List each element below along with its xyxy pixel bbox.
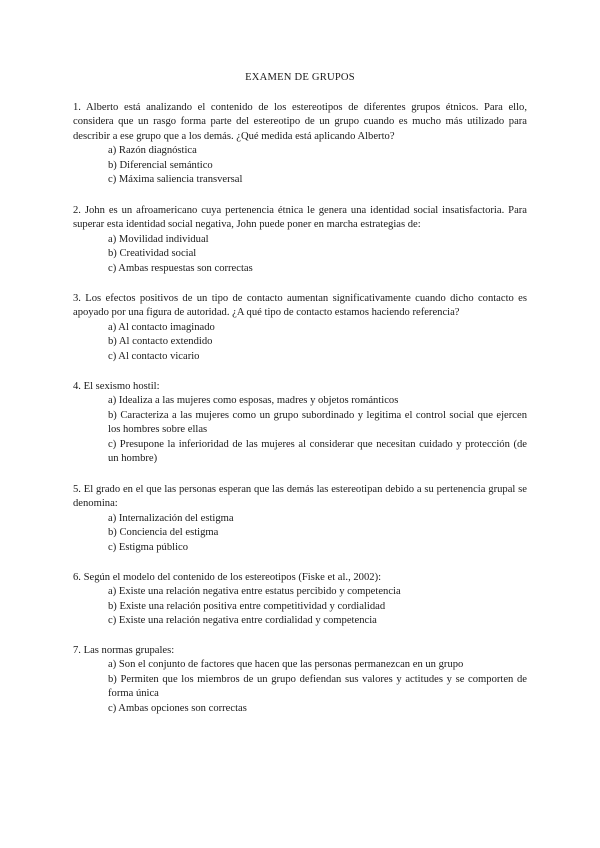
answer-option: a) Son el conjunto de factores que hacen que las personas permanezcan en un grupo (108, 659, 464, 671)
answer-option: a) Existe una relación negativa entre estatus percibido y competencia (108, 586, 401, 598)
answer-option: b) Permiten que los miembros de un grupo defiendan sus valores y actitudes y se comporten de forma única (108, 673, 527, 700)
question-7 (73, 644, 527, 716)
question-2 (73, 204, 527, 276)
question-4 (73, 380, 527, 466)
answer-option: c) Máxima saliencia transversal (108, 174, 243, 186)
answer-option: c) Ambas opciones son correctas (108, 702, 247, 714)
answer-option: a) Razón diagnóstica (108, 145, 197, 157)
question-stem: 6. Según el modelo del contenido de los estereotipos (Fiske et al., 2002): (73, 572, 382, 583)
question-stem: 5. El grado en el que las personas esperan que las demás las estereotipan debido a su pertenencia grupal se denomina: (73, 484, 527, 510)
answer-option: c) Ambas respuestas son correctas (108, 262, 253, 274)
question-1 (73, 101, 527, 187)
answer-option: a) Internalización del estigma (108, 512, 234, 524)
answer-option: a) Idealiza a las mujeres como esposas, madres y objetos románticos (108, 395, 399, 407)
question-stem: 4. El sexismo hostil: (73, 381, 160, 392)
answer-option: b) Existe una relación positiva entre competitividad y cordialidad (108, 600, 386, 612)
answer-option: a) Al contacto imaginado (108, 321, 215, 333)
answer-option: b) Conciencia del estigma (108, 527, 219, 539)
question-5 (73, 483, 527, 555)
question-stem: 7. Las normas grupales: (73, 645, 175, 656)
answer-option: c) Al contacto vicario (108, 350, 200, 362)
answer-option: b) Al contacto extendido (108, 336, 213, 348)
answer-option: a) Movilidad individual (108, 233, 209, 245)
answer-option: c) Presupone la inferioridad de las mujeres al considerar que necesitan cuidado y protección (de un hombre) (108, 438, 527, 465)
question-stem: 1. Alberto está analizando el contenido de los estereotipos de diferentes grupos étnicos. Para ello, considera que un rasgo forma parte del estereotipo de un grupo cuando es mucho más utilizado para describir a ese grupo que a los demás. ¿Qué medida está aplicando Alberto? (73, 102, 527, 142)
question-stem: 3. Los efectos positivos de un tipo de contacto aumentan significativamente cuando dicho contacto es apoyado por una figura de autoridad. ¿A qué tipo de contacto estamos haciendo referencia? (73, 293, 527, 319)
answer-option: b) Caracteriza a las mujeres como un grupo subordinado y legitima el control social que ejercen los hombres sobre ellas (108, 409, 527, 436)
question-3 (73, 292, 527, 364)
page-title: EXAMEN DE GRUPOS (245, 72, 355, 83)
answer-option: b) Creatividad social (108, 248, 197, 260)
answer-option: c) Estigma público (108, 541, 189, 553)
answer-option: b) Diferencial semántico (108, 159, 213, 171)
question-stem: 2. John es un afroamericano cuya pertenencia étnica le genera una identidad social insatisfactoria. Para superar esta identidad social negativa, John puede poner en marcha estrategias de: (73, 205, 527, 231)
question-6 (73, 571, 527, 629)
answer-option: c) Existe una relación negativa entre cordialidad y competencia (108, 615, 377, 627)
